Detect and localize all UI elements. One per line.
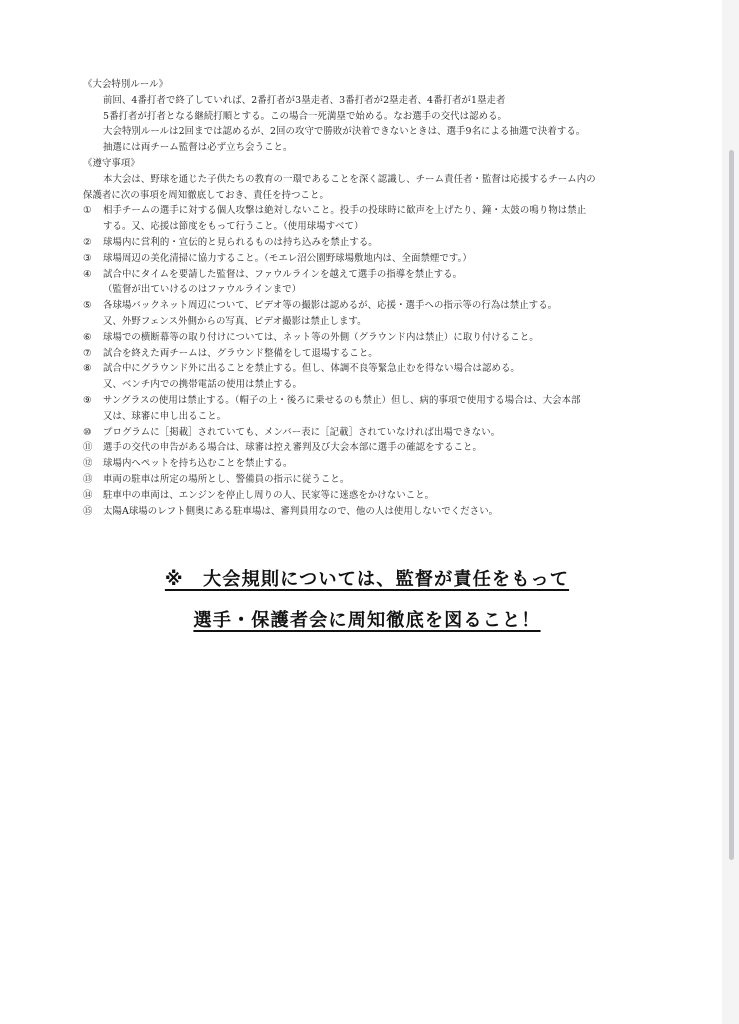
item-text: 球場周辺の美化清掃に協力すること。（モエレ沼公園野球場敷地内は、全面禁煙です。）	[103, 252, 472, 264]
special-rules-line: 抽選には両チーム監督は必ず立ち会うこと。	[103, 142, 293, 154]
compliance-heading: 《遵守事項》	[83, 157, 140, 169]
rule-item	[83, 330, 643, 346]
item-number: ⑧	[83, 363, 92, 375]
item-text: 試合中にグラウンド外に出ることを禁止する。但し、体調不良等緊急止むを得ない場合は認める。	[103, 363, 520, 375]
item-text: 太陽A球場のレフト側奥にある駐車場は、審判員用なので、他の人は使用しないでください。	[103, 505, 499, 517]
rule-item	[83, 235, 643, 251]
rule-item	[83, 298, 643, 314]
item-text: 試合中にタイムを要請した監督は、ファウルラインを越えて選手の指導を禁止する。	[103, 268, 463, 280]
item-number: ⑪	[83, 442, 93, 454]
item-number: ⑬	[83, 473, 93, 485]
item-number: ⑥	[83, 331, 92, 343]
item-text: 車両の駐車は所定の場所とし、警備員の指示に従うこと。	[103, 473, 350, 485]
item-number: ③	[83, 252, 92, 264]
item-text: サングラスの使用は禁止する。（帽子の上・後ろに乗せるのも禁止）但し、病的事項で使用する場合は、大会本部	[103, 394, 581, 406]
rule-item	[83, 203, 643, 219]
scrollbar-thumb[interactable]	[729, 150, 734, 860]
rule-item-continuation: 又、外野フェンス外側からの写真、ビデオ撮影は禁止します。	[103, 315, 367, 327]
rule-item	[83, 440, 643, 456]
footer-notice-line: 選手・保護者会に周知徹底を図ること！	[193, 610, 541, 631]
item-text: 試合を終えた両チームは、グラウンド整備をして退場すること。	[103, 347, 378, 359]
compliance-intro-line: 本大会は、野球を通じた子供たちの教育の一環であることを深く認識し、チーム責任者・監督は応援するチーム内の	[103, 173, 596, 185]
special-rules-line: 大会特別ルールは2回までは認めるが、2回の攻守で勝敗が決着できないときは、選手9名による抽選で決着する。	[103, 126, 586, 138]
item-text: プログラムに［掲載］されていても、メンバー表に［記載］されていなければ出場できない。	[103, 426, 501, 438]
item-number: ⑩	[83, 426, 92, 438]
item-number: ⑮	[83, 505, 93, 517]
footer-notice-line: ※ 大会規則については、監督が責任をもって	[164, 569, 570, 590]
item-number: ⑦	[83, 347, 92, 359]
rule-item-continuation: 又は、球審に申し出ること。	[103, 410, 227, 422]
item-text: 球場内へペットを持ち込むことを禁止する。	[103, 458, 293, 470]
item-text: 選手の交代の申告がある場合は、球審は控え審判及び大会本部に選手の確認をすること。	[103, 442, 483, 454]
special-rules-heading: 《大会特別ルール》	[83, 79, 169, 90]
rule-item-continuation: する。又、応援は節度をもって行うこと。（使用球場すべて）	[103, 221, 364, 233]
item-text: 相手チームの選手に対する個人攻撃は絶対しないこと。投手の投球時に歓声を上げたり、鐘・太鼓の鳴り物は禁止	[103, 205, 587, 217]
rule-item	[83, 361, 643, 377]
special-rules-line: 前回、4番打者で終了していれば、2番打者が3塁走者、3番打者が2塁走者、4番打者が1塁走者	[103, 94, 506, 106]
vertical-scrollbar[interactable]	[722, 0, 739, 1024]
rule-item	[83, 456, 643, 472]
rule-item-continuation: （監督が出ていけるのはファウルラインまで）	[103, 284, 302, 296]
item-text: 駐車中の車両は、エンジンを停止し周りの人、民家等に迷惑をかけないこと。	[103, 489, 435, 501]
item-text: 球場での横断幕等の取り付けについては、ネット等の外側（グラウンド内は禁止）に取り付けること。	[103, 331, 539, 343]
item-number: ④	[83, 268, 92, 280]
rule-item	[83, 425, 643, 441]
rule-item	[83, 346, 643, 362]
item-text: 球場内に営利的・宣伝的と見られるものは持ち込みを禁止する。	[103, 236, 378, 248]
item-number: ⑭	[83, 489, 93, 501]
item-number: ⑫	[83, 458, 93, 470]
document-content	[83, 77, 643, 519]
rule-item	[83, 504, 643, 520]
rule-item-continuation: 又、ベンチ内での携帯電話の使用は禁止する。	[103, 379, 302, 391]
item-number: ⑤	[83, 300, 92, 312]
item-number: ①	[83, 205, 92, 217]
rule-item	[83, 472, 643, 488]
item-number: ⑨	[83, 394, 92, 406]
rule-item	[83, 267, 643, 283]
special-rules-line: 5番打者が打者となる継続打順とする。この場合一死満塁で始める。なお選手の交代は認める。	[103, 110, 508, 122]
item-text: 各球場バックネット周辺について、ビデオ等の撮影は認めるが、応援・選手への指示等の行為は禁止する。	[103, 300, 558, 312]
rule-item	[83, 393, 643, 409]
rule-item	[83, 251, 643, 267]
rule-item	[83, 488, 643, 504]
item-number: ②	[83, 236, 92, 248]
compliance-intro-line: 保護者に次の事項を周知徹底しておき、責任を持つこと。	[83, 189, 329, 201]
